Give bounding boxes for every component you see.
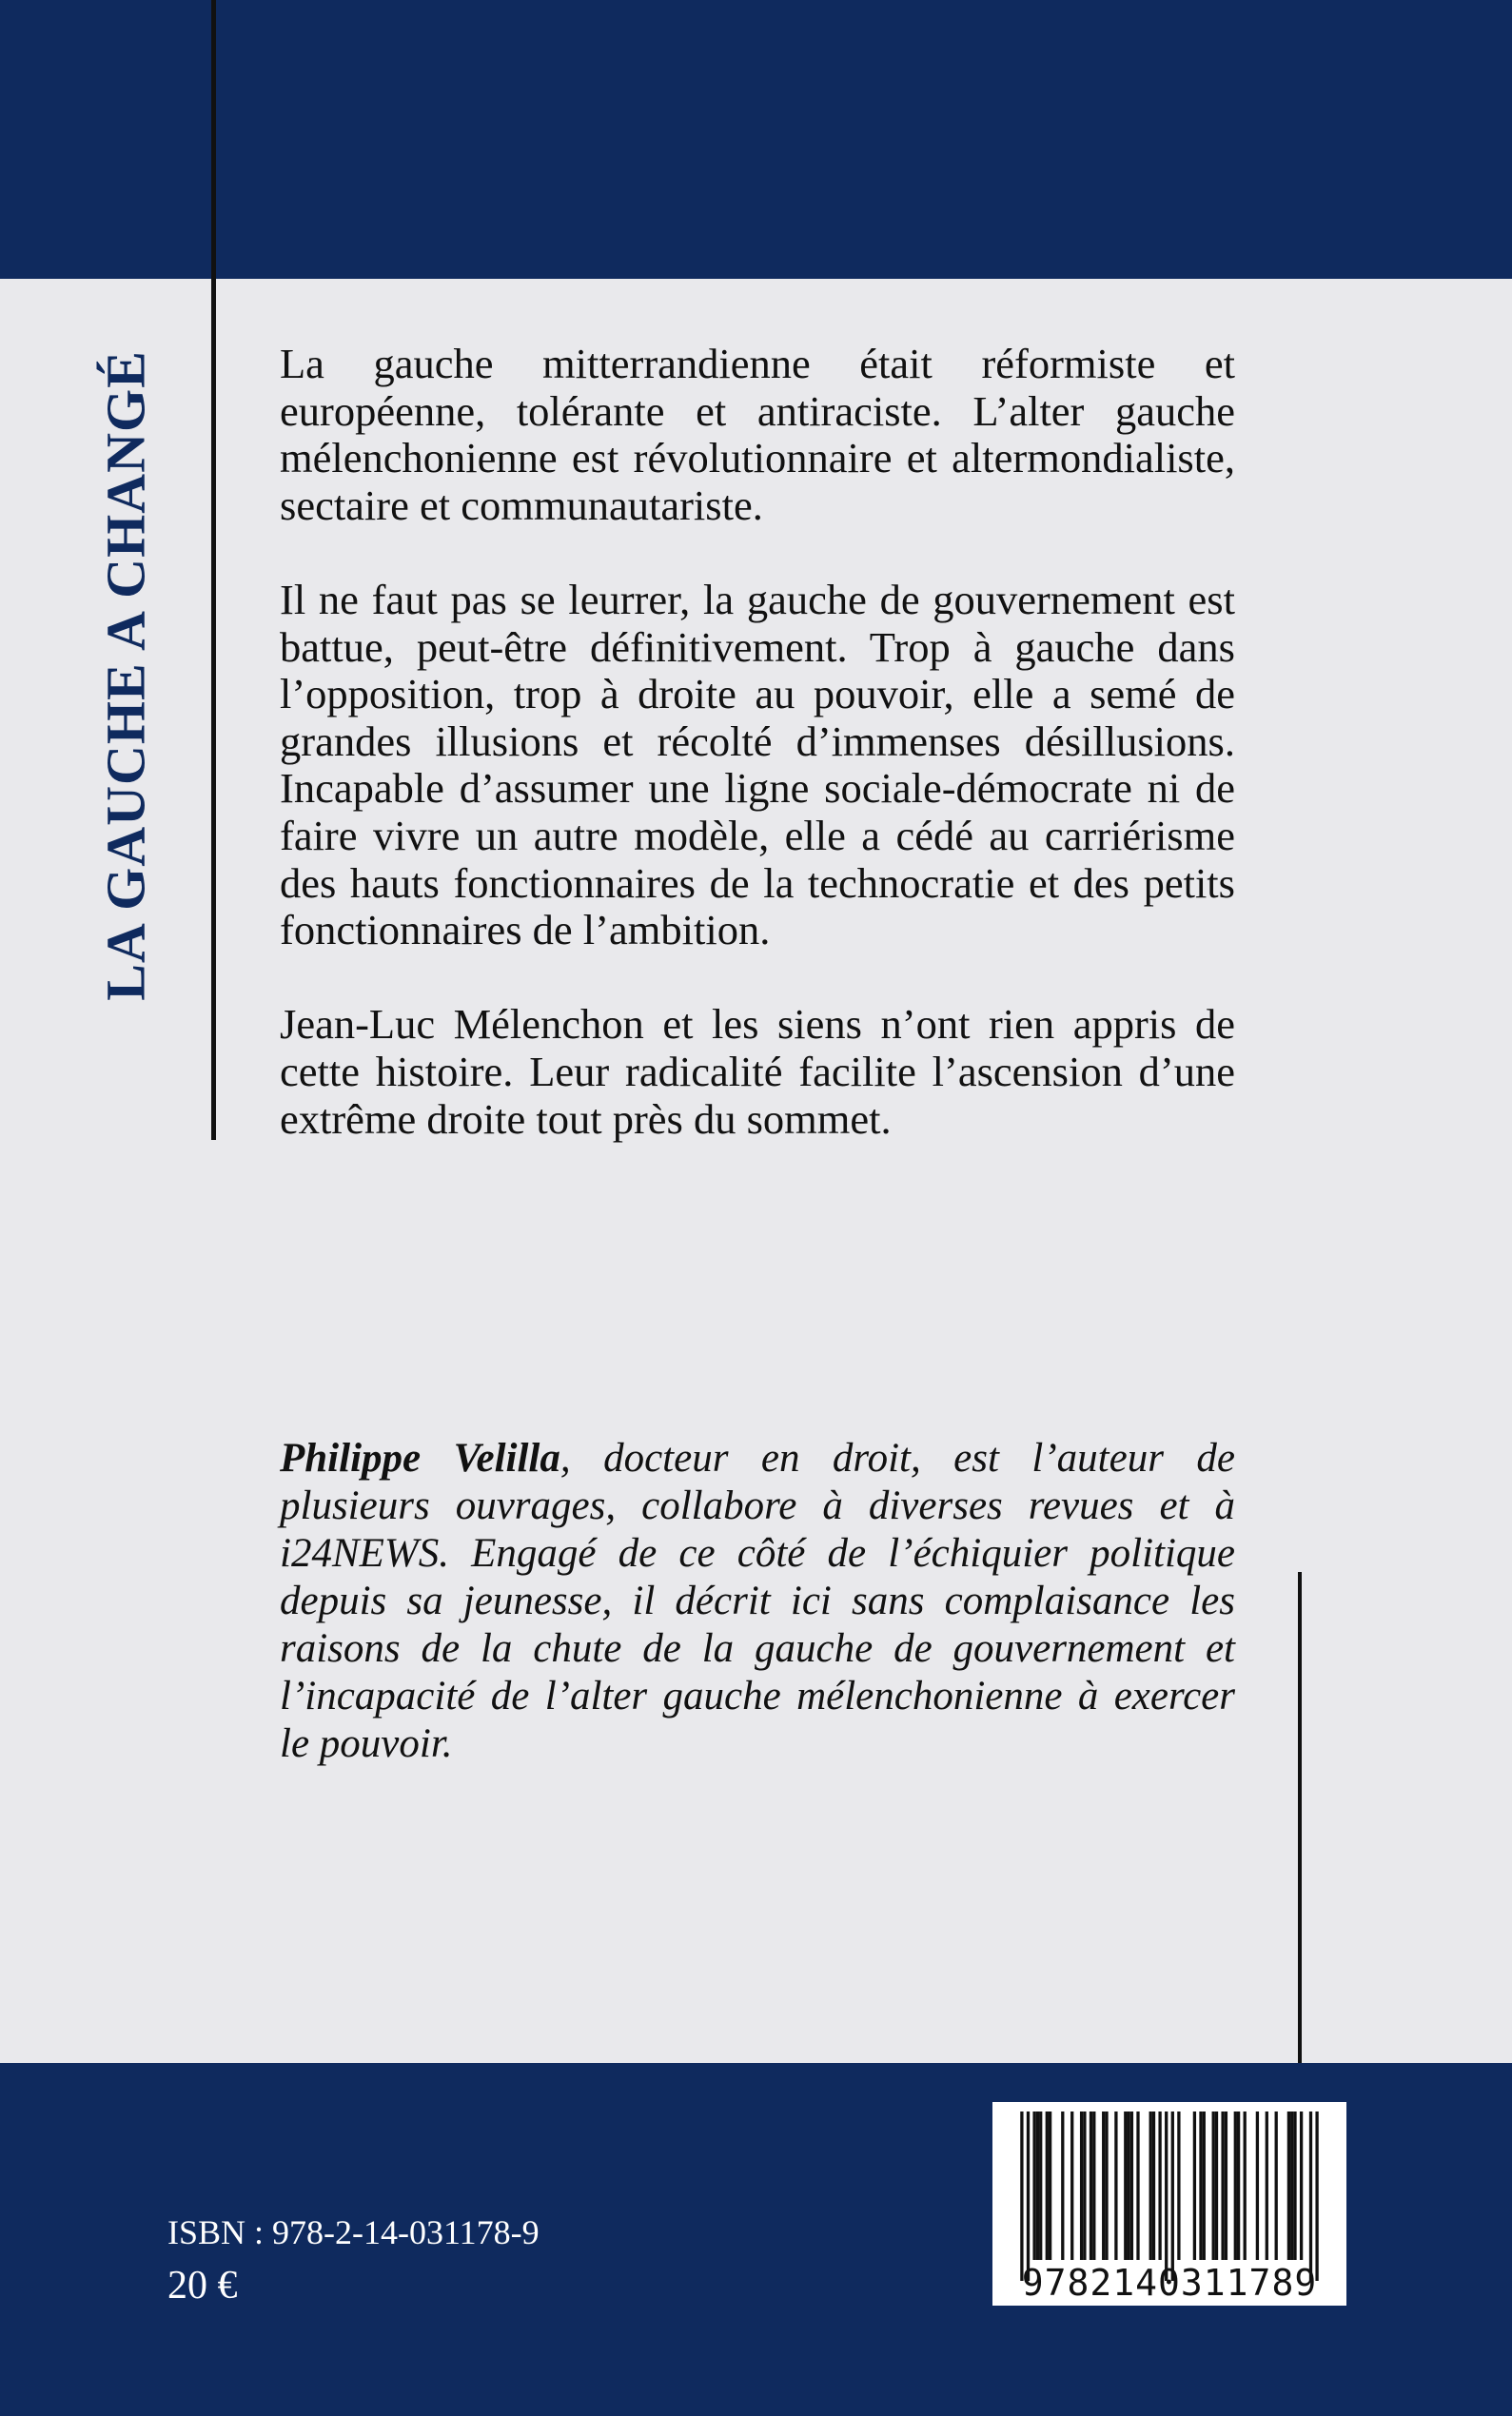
barcode-bar — [1136, 2112, 1139, 2260]
barcode-bar — [1049, 2112, 1051, 2260]
barcode-bar — [1152, 2112, 1155, 2260]
barcode-bar — [1130, 2112, 1133, 2260]
back-cover-blurb — [280, 341, 1235, 1190]
barcode-bar — [1300, 2112, 1303, 2260]
barcode-bar — [1036, 2112, 1039, 2260]
barcode-bar — [1266, 2112, 1268, 2260]
author-name: Philippe Velilla — [280, 1436, 560, 1481]
barcode-bar — [1171, 2112, 1174, 2281]
barcode-bar — [1046, 2112, 1049, 2260]
barcode-bar — [1275, 2112, 1278, 2260]
barcode-bar — [1234, 2112, 1237, 2260]
barcode-bar — [1290, 2112, 1293, 2260]
spine-title: LA GAUCHE A CHANGÉ — [94, 350, 157, 1001]
barcode — [992, 2102, 1346, 2306]
barcode-bar — [1127, 2112, 1129, 2260]
author-bio-text: , docteur en droit, est l’auteur de plusieurs ouvrages, collabore à diverses revues et à i24NEWS. Engagé de ce côté de l’échiquier politique depuis sa jeunesse, il décrit ici sans complaisance les raisons de la chute de la gauche de gouvernement et l’incapacité de l’alter gauche mélenchonienne à exercer le pouvoir. — [280, 1436, 1235, 1766]
barcode-bar — [1287, 2112, 1290, 2260]
barcode-bar — [1090, 2112, 1092, 2260]
barcode-bar — [1309, 2112, 1312, 2281]
right-vertical-rule — [1298, 1572, 1302, 2063]
barcode-bar — [1092, 2112, 1095, 2260]
barcode-bar — [1020, 2112, 1023, 2281]
barcode-bar — [1032, 2112, 1035, 2260]
barcode-bar — [1165, 2112, 1168, 2281]
blurb-paragraph: Jean-Luc Mélenchon et les siens n’ont rien appris de cette histoire. Leur radicalité facilite l’ascension d’une extrême droite tout près du sommet. — [280, 1000, 1235, 1143]
barcode-bar — [1256, 2112, 1259, 2260]
barcode-bar — [1027, 2112, 1030, 2281]
barcode-bar — [1061, 2112, 1064, 2260]
barcode-bar — [1039, 2112, 1042, 2260]
barcode-bar — [1080, 2112, 1083, 2260]
barcode-bar — [1215, 2112, 1218, 2260]
barcode-bar — [1083, 2112, 1086, 2260]
left-vertical-rule — [211, 0, 216, 1140]
barcode-bar — [1105, 2112, 1108, 2260]
barcode-bar — [1315, 2112, 1318, 2281]
barcode-bar — [1203, 2112, 1206, 2260]
barcode-bar — [1225, 2112, 1227, 2260]
top-color-band — [0, 0, 1512, 279]
barcode-bar — [1244, 2112, 1247, 2260]
barcode-bar — [1070, 2112, 1073, 2260]
isbn-label: ISBN : 978-2-14-031178-9 — [167, 2213, 540, 2251]
barcode-bar — [1177, 2112, 1180, 2260]
barcode-bar — [1158, 2112, 1161, 2260]
barcode-bar — [1221, 2112, 1224, 2260]
barcode-bar — [1102, 2112, 1105, 2260]
barcode-bar — [1237, 2112, 1240, 2260]
barcode-bar — [1193, 2112, 1196, 2260]
barcode-bar — [1293, 2112, 1296, 2260]
blurb-paragraph: La gauche mitterrandienne était réformiste et européenne, tolérante et antiraciste. L’alter gauche mélenchonienne est révolutionnaire et altermondialiste, sectaire et communautariste. — [280, 340, 1235, 529]
barcode-number: 9782140311789 — [1021, 2262, 1318, 2304]
price-label: 20 € — [167, 2264, 238, 2308]
barcode-bar — [1149, 2112, 1152, 2260]
blurb-paragraph: Il ne faut pas se leurrer, la gauche de gouvernement est battue, peut-être définitivement. Trop à gauche dans l’opposition, trop à droite au pouvoir, elle a semé de grandes illusions et récolté d’immenses désillusions. Incapable d’assumer une ligne sociale-démocrate ni de faire vivre un autre modèle, elle a cédé au carriérisme des hauts fonctionnaires de la technocratie et des petits fonctionnaires de l’ambition. — [280, 575, 1235, 954]
barcode-bar — [1212, 2112, 1215, 2260]
author-bio — [280, 1435, 1235, 1768]
barcode-bar — [1199, 2112, 1202, 2260]
barcode-bar — [1114, 2112, 1117, 2260]
barcode-bar — [1124, 2112, 1127, 2260]
